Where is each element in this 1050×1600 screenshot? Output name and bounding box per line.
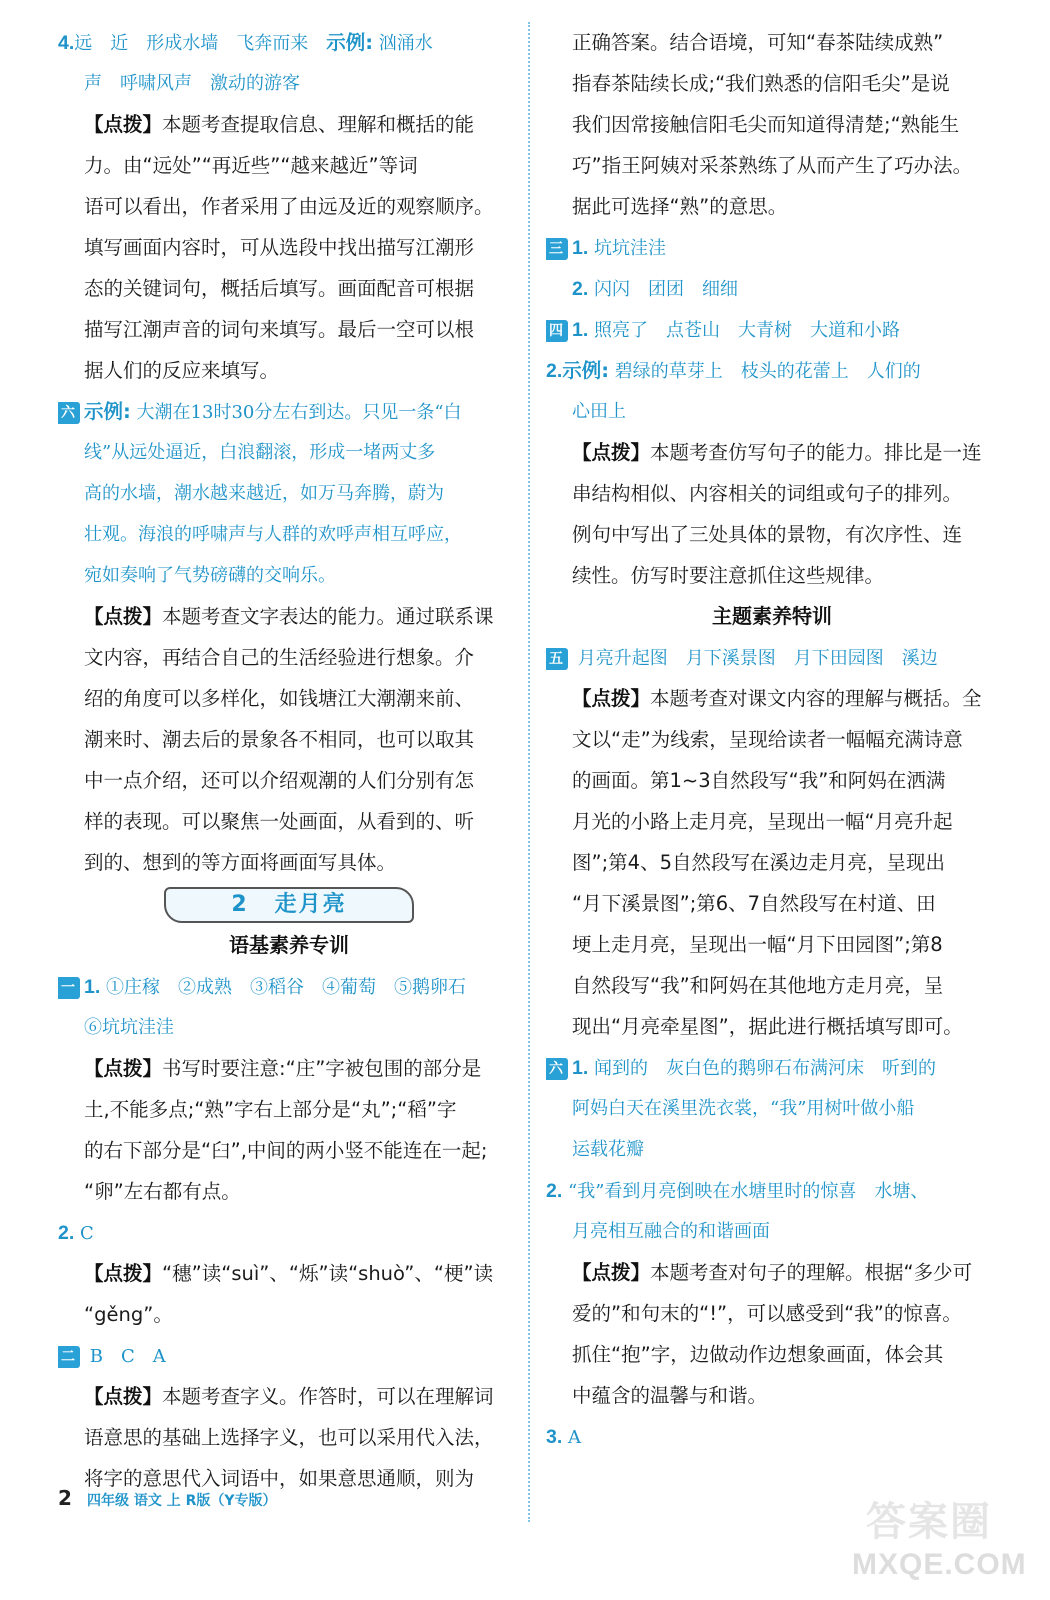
text-line: 态的关键词句，概括后填写。画面配音可根据 [84, 277, 475, 300]
text-line: 中一点介绍，还可以介绍观潮的人们分别有怎 [84, 769, 475, 792]
lesson-title: 2 走月亮 [164, 887, 414, 923]
text-line: 自然段写“我”和阿妈在其他地方走月亮，呈 [572, 974, 944, 997]
text-line: 正确答案。结合语境，可知“春茶陆续成熟” [572, 31, 944, 54]
hint-line: 【点拨】书写时要注意:“庄”字被包围的部分是 [84, 1057, 482, 1080]
answer-line: 2. “我”看到月亮倒映在水塘里时的惊喜 水塘、 [546, 1180, 929, 1202]
answer-line: 声 呼啸风声 激动的游客 [84, 73, 300, 94]
text-line: 潮来时、潮去后的景象各不相同，也可以取其 [84, 728, 475, 751]
answer-line: 2. C [58, 1222, 94, 1244]
text-line: 填写画面内容时，可从选段中找出描写江潮形 [84, 236, 475, 259]
section-six-badge: 六 [546, 1058, 568, 1080]
text-line: 的画面。第1~3自然段写“我”和阿妈在洒满 [572, 769, 946, 792]
text-line: 的右下部分是“臼”,中间的两小竖不能连在一起; [84, 1139, 488, 1162]
answer-line: ⑥坑坑洼洼 [84, 1017, 174, 1038]
text-line: 土,不能多点;“熟”字右上部分是“丸”;“稻”字 [84, 1098, 457, 1121]
answer-line: 2. 闪闪 团团 细细 [572, 278, 738, 300]
answer-line: 3. A [546, 1426, 581, 1448]
answer-line: 宛如奏响了气势磅礴的交响乐。 [84, 565, 336, 586]
hint-line: 【点拨】本题考查字义。作答时，可以在理解词 [84, 1385, 494, 1408]
watermark-url: MXQE.COM [852, 1548, 1027, 1581]
text-line: 例句中写出了三处具体的景物，有次序性、连 [572, 523, 963, 546]
answer-line: 三 1. 坑坑洼洼 [546, 227, 998, 268]
right-column [546, 22, 998, 1457]
answer-line: 五 月亮升起图 月下溪景图 月下田园图 溪边 [546, 637, 998, 678]
text-line: 力。由“远处”“再近些”“越来越近”等词 [84, 154, 418, 177]
hint-line: 【点拨】“穗”读“suì”、“烁”读“shuò”、“梗”读 [84, 1262, 494, 1285]
answer-line: 心田上 [572, 401, 626, 422]
answer-line: 六 示例: 大潮在13时30分左右到达。只见一条“白 [58, 391, 520, 432]
text-line: 我们因常接触信阳毛尖而知道得清楚;“熟能生 [572, 113, 960, 136]
answer-line: 一 1. ①庄稼 ②成熟 ③稻谷 ④葡萄 ⑤鹅卵石 [58, 966, 520, 1007]
text-line: 文内容，再结合自己的生活经验进行想象。介 [84, 646, 475, 669]
section-heading: 语基素养专训 [229, 933, 349, 957]
answer-line: 2.示例: 碧绿的草芽上 枝头的花蕾上 人们的 [546, 359, 921, 382]
section-six-badge: 六 [58, 402, 80, 424]
text-line: 据此可选择“熟”的意思。 [572, 195, 788, 218]
answer-line: 4.远 近 形成水墙 飞奔而来 示例: 汹涌水 [58, 31, 433, 54]
text-line: 抓住“抱”字，边做动作边想象画面，体会其 [572, 1343, 944, 1366]
hint-line: 【点拨】本题考查提取信息、理解和概括的能 [84, 113, 475, 136]
text-line: 指春茶陆续长成;“我们熟悉的信阳毛尖”是说 [572, 72, 950, 95]
page-footer [58, 1480, 277, 1516]
text-line: 爱的”和句末的“!”，可以感受到“我”的惊喜。 [572, 1302, 962, 1325]
text-line: 描写江潮声音的词句来填写。最后一空可以根 [84, 318, 475, 341]
section-five-badge: 五 [546, 648, 568, 670]
text-line: 现出“月亮牵星图”，据此进行概括填写即可。 [572, 1015, 963, 1038]
watermark-logo-text: 答案圈 [866, 1499, 992, 1545]
text-line: 样的表现。可以聚焦一处画面，从看到的、听 [84, 810, 475, 833]
text-line: “gěng”。 [84, 1303, 173, 1326]
text-line: 巧”指王阿姨对采茶熟练了从而产生了巧办法。 [572, 154, 973, 177]
answer-line: 月亮相互融合的和谐画面 [572, 1221, 770, 1242]
text-line: “月下溪景图”;第6、7自然段写在村道、田 [572, 892, 936, 915]
answer-line: 运载花瓣 [572, 1139, 644, 1160]
section-two-badge: 二 [58, 1346, 80, 1368]
text-line: 将字的意思代入词语中，如果意思通顺，则为 [84, 1467, 475, 1490]
section-one-badge: 一 [58, 977, 80, 999]
text-line: 绍的角度可以多样化，如钱塘江大潮潮来前、 [84, 687, 475, 710]
hint-line: 【点拨】本题考查对课文内容的理解与概括。全 [572, 687, 982, 710]
text-line: 到的、想到的等方面将画面写具体。 [84, 851, 397, 874]
answer-line: 壮观。海浪的呼啸声与人群的欢呼声相互呼应， [84, 524, 462, 545]
text-line: 中蕴含的温馨与和谐。 [572, 1384, 768, 1407]
text-line: 语可以看出，作者采用了由远及近的观察顺序。 [84, 195, 494, 218]
left-column [58, 22, 520, 1499]
section-heading: 主题素养特训 [712, 604, 832, 628]
answer-line: 六 1. 闻到的 灰白色的鹅卵石布满河床 听到的 [546, 1047, 998, 1088]
site-watermark [852, 1480, 1027, 1590]
text-line: 文以“走”为线索，呈现给读者一幅幅充满诗意 [572, 728, 963, 751]
section-four-badge: 四 [546, 320, 568, 342]
text-line: 图”;第4、5自然段写在溪边走月亮，呈现出 [572, 851, 945, 874]
text-line: 据人们的反应来填写。 [84, 359, 280, 382]
hint-line: 【点拨】本题考查仿写句子的能力。排比是一连 [572, 441, 982, 464]
text-line: 埂上走月亮，呈现出一幅“月下田园图”;第8 [572, 933, 943, 956]
text-line: 语意思的基础上选择字义，也可以采用代入法， [84, 1426, 494, 1449]
text-line: 月光的小路上走月亮，呈现出一幅“月亮升起 [572, 810, 953, 833]
hint-line: 【点拨】本题考查文字表达的能力。通过联系课 [84, 605, 494, 628]
hint-line: 【点拨】本题考查对句子的理解。根据“多少可 [572, 1261, 973, 1284]
text-line: “卵”左右都有点。 [84, 1180, 241, 1203]
section-three-badge: 三 [546, 238, 568, 260]
answer-line: 线”从远处逼近，白浪翻滚，形成一堵两丈多 [84, 442, 436, 463]
answer-line: 四 1. 照亮了 点苍山 大青树 大道和小路 [546, 309, 998, 350]
answer-line: 高的水墙，潮水越来越近，如万马奔腾，蔚为 [84, 483, 444, 504]
text-line: 续性。仿写时要注意抓住这些规律。 [572, 564, 885, 587]
page-number: 2 [58, 1486, 72, 1510]
text-line: 串结构相似、内容相关的词组或句子的排列。 [572, 482, 963, 505]
column-divider [528, 22, 530, 1522]
answer-line: 阿妈白天在溪里洗衣裳，“我”用树叶做小船 [572, 1098, 915, 1119]
book-series-label: 四年级 语文 上 R版（Y专版） [87, 1493, 277, 1509]
answer-line: 二 B C A [58, 1335, 520, 1376]
